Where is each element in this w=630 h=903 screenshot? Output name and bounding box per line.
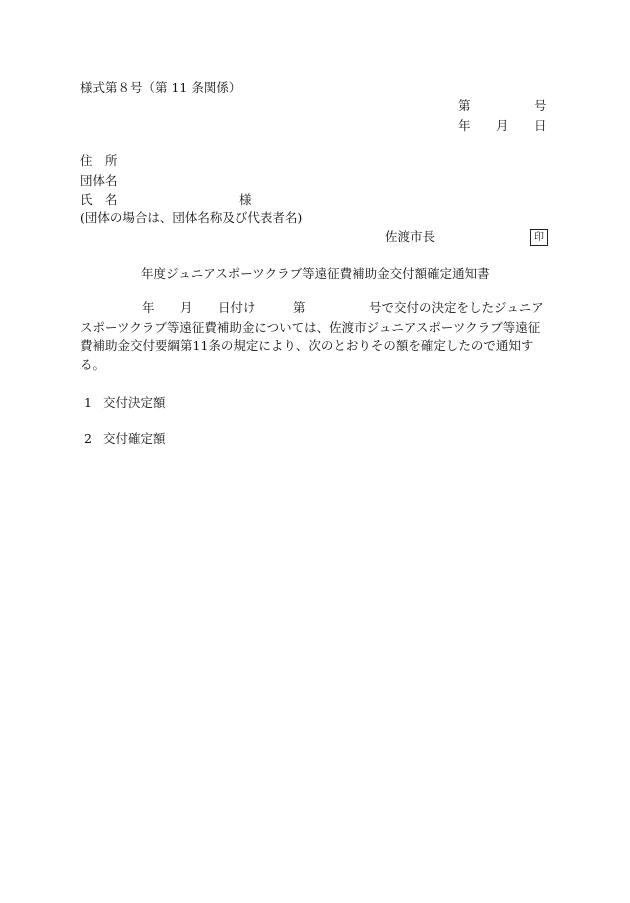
number-dai: 第	[458, 98, 471, 113]
number-go: 号	[534, 98, 547, 113]
address-label: 住 所	[80, 153, 118, 168]
date-year: 年	[458, 118, 471, 133]
item-1-number: 1	[84, 395, 92, 410]
body-line1-rest: 号で交付の決定をしたジュニア	[369, 300, 544, 315]
body-line-2: スポーツクラブ等遠征費補助金については、佐渡市ジュニアスポーツクラブ等遠征	[80, 320, 541, 335]
group-label: 団体名	[80, 173, 118, 188]
body-year: 年	[142, 300, 155, 315]
name-label: 氏 名	[80, 192, 118, 207]
date-month: 月	[496, 118, 509, 133]
issuer-title: 佐渡市長	[385, 229, 436, 244]
item-2-number: 2	[84, 431, 92, 446]
form-header: 様式第８号（第 11 条関係）	[80, 80, 242, 95]
honorific: 様	[239, 192, 252, 207]
document-title: 年度ジュニアスポーツクラブ等遠征費補助金交付額確定通知書	[141, 266, 490, 281]
body-month: 月	[180, 300, 193, 315]
body-line-4: る。	[80, 357, 106, 372]
item-2-label: 交付確定額	[103, 431, 166, 446]
date-day: 日	[534, 118, 547, 133]
item-1-label: 交付決定額	[103, 395, 166, 410]
body-dai: 第	[293, 300, 306, 315]
group-note: (団体の場合は、団体名称及び代表者名)	[80, 210, 303, 225]
seal-stamp: 印	[530, 229, 548, 246]
body-day-dated: 日付け	[218, 300, 256, 315]
body-line-3: 費補助金交付要綱第11条の規定により、次のとおりその額を確定したので通知す	[80, 338, 534, 353]
